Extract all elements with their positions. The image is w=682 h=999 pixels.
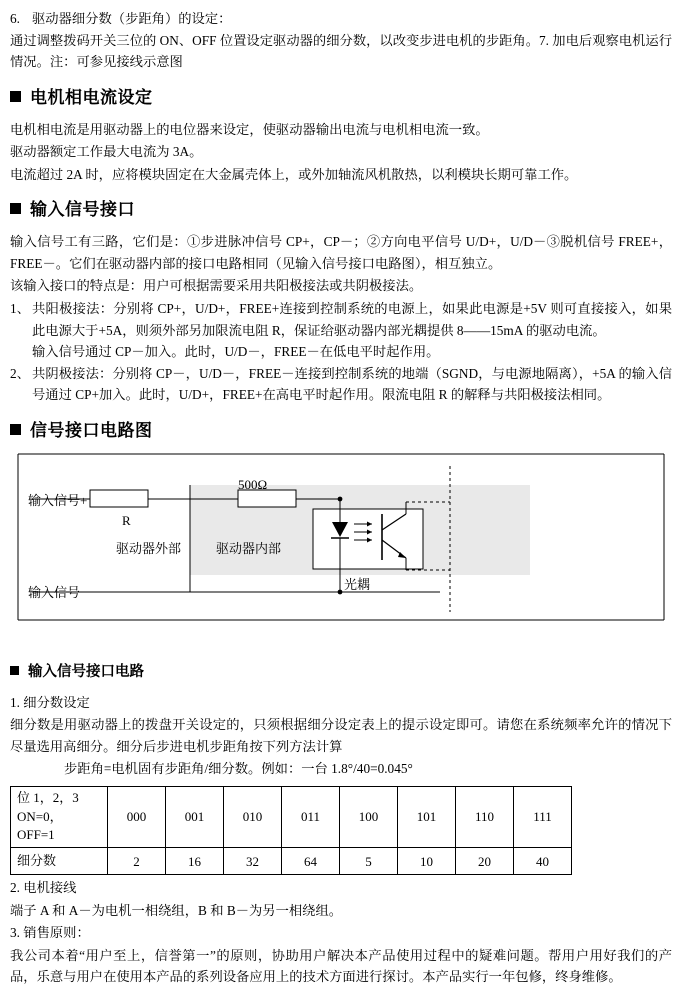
diagram-label-input-plus: 输入信号+ bbox=[28, 492, 88, 508]
bullet-square-icon bbox=[10, 666, 19, 675]
diagram-label-resistor: R bbox=[122, 512, 131, 528]
bullet-square-icon bbox=[10, 203, 21, 214]
table-cell: 011 bbox=[282, 786, 340, 848]
table-cell: 010 bbox=[224, 786, 282, 848]
table-cell: 001 bbox=[166, 786, 224, 848]
table-header-line-1: 位 1，2，3 bbox=[17, 789, 79, 805]
table-row bbox=[11, 848, 572, 875]
table-header-line-2: ON=0， bbox=[17, 808, 63, 824]
diagram-label-ohm: 500Ω bbox=[238, 476, 268, 492]
intro-paragraph: 通过调整拨码开关三位的 ON、OFF 位置设定驱动器的细分数，以改变步进电机的步距角。7. 加电后观察电机运行情况。注：可参见接线示意图 bbox=[10, 32, 672, 70]
diagram-label-optocoupler: 光耦 bbox=[344, 576, 371, 592]
micro-setting-heading: 1. 细分数设定 bbox=[10, 694, 90, 710]
motor-wiring-paragraph: 端子 A 和 A－为电机一相绕组，B 和 B－为另一相绕组。 bbox=[10, 902, 343, 918]
list-item-number: 1、 bbox=[10, 300, 30, 316]
table-row-label: 细分数 bbox=[11, 848, 108, 875]
bullet-square-icon bbox=[10, 91, 21, 102]
table-row bbox=[11, 786, 572, 848]
signal-interface-circuit-diagram bbox=[10, 452, 672, 647]
list-item bbox=[10, 341, 672, 363]
list-item-text: 共阴极接法：分别将 CP－，U/D－，FREE－连接到控制系统的地端（SGND，与电源地隔离），+5A 的输入信号通过 CP+加入。此时，U/D+，FREE+在高电平时起作用。限流电阻 R 的解释与共阳极接法相同。 bbox=[32, 365, 672, 403]
input-interface-paragraph-2: 该输入接口的特点是：用户可根据需要采用共阳极接法或共阴极接法。 bbox=[10, 278, 423, 294]
diagram-label-driver-outside: 驱动器外部 bbox=[116, 540, 182, 556]
intro-block bbox=[10, 8, 672, 73]
table-cell: 40 bbox=[514, 848, 572, 875]
circuit-diagram-svg bbox=[10, 452, 672, 647]
list-item-title: 驱动器细分数（步距角）的设定： bbox=[32, 11, 232, 26]
diagram-label-input-minus: 输入信号－ bbox=[28, 584, 94, 600]
list-item-number: 6. bbox=[10, 11, 20, 26]
table-cell: 5 bbox=[340, 848, 398, 875]
table-cell: 000 bbox=[108, 786, 166, 848]
current-setting-line-1: 电机相电流是用驱动器上的电位器来设定，使驱动器输出电流与电机相电流一致。 bbox=[10, 121, 489, 137]
section-heading-input-interface bbox=[10, 199, 672, 221]
table-header-line-3: OFF=1 bbox=[17, 827, 55, 843]
motor-wiring-heading: 2. 电机接线 bbox=[10, 880, 77, 896]
list-item-number: 2、 bbox=[10, 365, 30, 381]
table-header-cell bbox=[11, 786, 108, 848]
table-cell: 16 bbox=[166, 848, 224, 875]
diagram-label-driver-inside: 驱动器内部 bbox=[216, 540, 282, 556]
sales-policy-heading: 3. 销售原则： bbox=[10, 925, 90, 941]
current-setting-line-3: 电流超过 2A 时，应将模块固定在大金属壳体上，或外加轴流风机散热，以利模块长期可靠工作。 bbox=[10, 166, 578, 182]
section-heading-current-setting bbox=[10, 87, 672, 109]
section-title-text: 信号接口电路图 bbox=[30, 420, 153, 441]
input-interface-list bbox=[10, 298, 672, 406]
list-item bbox=[10, 298, 672, 341]
subsection-heading-input-circuit bbox=[10, 663, 672, 682]
table-cell: 111 bbox=[514, 786, 572, 848]
step-angle-formula: 步距角=电机固有步距角/细分数。例如：一台 1.8°/40=0.045° bbox=[64, 761, 413, 777]
table-cell: 64 bbox=[282, 848, 340, 875]
list-item-text: 输入信号通过 CP－加入。此时，U/D－，FREE－在低电平时起作用。 bbox=[32, 344, 440, 360]
microstep-table bbox=[10, 786, 572, 876]
table-cell: 20 bbox=[456, 848, 514, 875]
section-heading-circuit-diagram bbox=[10, 420, 672, 442]
bullet-square-icon bbox=[10, 424, 21, 435]
table-cell: 10 bbox=[398, 848, 456, 875]
subsection-title-text: 输入信号接口电路 bbox=[28, 663, 144, 680]
table-cell: 110 bbox=[456, 786, 514, 848]
list-item bbox=[10, 8, 672, 30]
list-item bbox=[10, 363, 672, 406]
table-cell: 32 bbox=[224, 848, 282, 875]
section-title-text: 电机相电流设定 bbox=[30, 87, 153, 108]
current-setting-line-2: 驱动器额定工作最大电流为 3A。 bbox=[10, 144, 203, 160]
table-cell: 101 bbox=[398, 786, 456, 848]
input-interface-paragraph-1: 输入信号工有三路，它们是：①步进脉冲信号 CP+，CP－；②方向电平信号 U/D+，U/D－③脱机信号 FREE+，FREE－。它们在驱动器内部的接口电路相同（见输入信号接口电路图），相互独立。 bbox=[10, 234, 672, 271]
micro-setting-paragraph: 细分数是用驱动器上的拨盘开关设定的，只须根据细分设定表上的提示设定即可。请您在系统频率允许的情况下尽量选用高细分。细分后步进电机步距角按下列方法计算 bbox=[10, 717, 672, 754]
table-cell: 2 bbox=[108, 848, 166, 875]
sales-policy-paragraph: 我公司本着“用户至上，信誉第一”的原则，协助用户解决本产品使用过程中的疑难问题。帮用户用好我们的产品，乐意与用户在使用本产品的系列设备应用上的技术方面进行探讨。本产品实行一年包修，终身维修。 bbox=[10, 947, 672, 985]
list-item-text: 共阳极接法：分别将 CP+，U/D+，FREE+连接到控制系统的电源上，如果此电源是+5V 则可直接接入，如果此电源大于+5A，则须外部另加限流电阻 R，保证给驱动器内部光耦提供 8——15mA 的驱动电流。 bbox=[32, 300, 672, 338]
section-title-text: 输入信号接口 bbox=[30, 200, 135, 221]
table-cell: 100 bbox=[340, 786, 398, 848]
